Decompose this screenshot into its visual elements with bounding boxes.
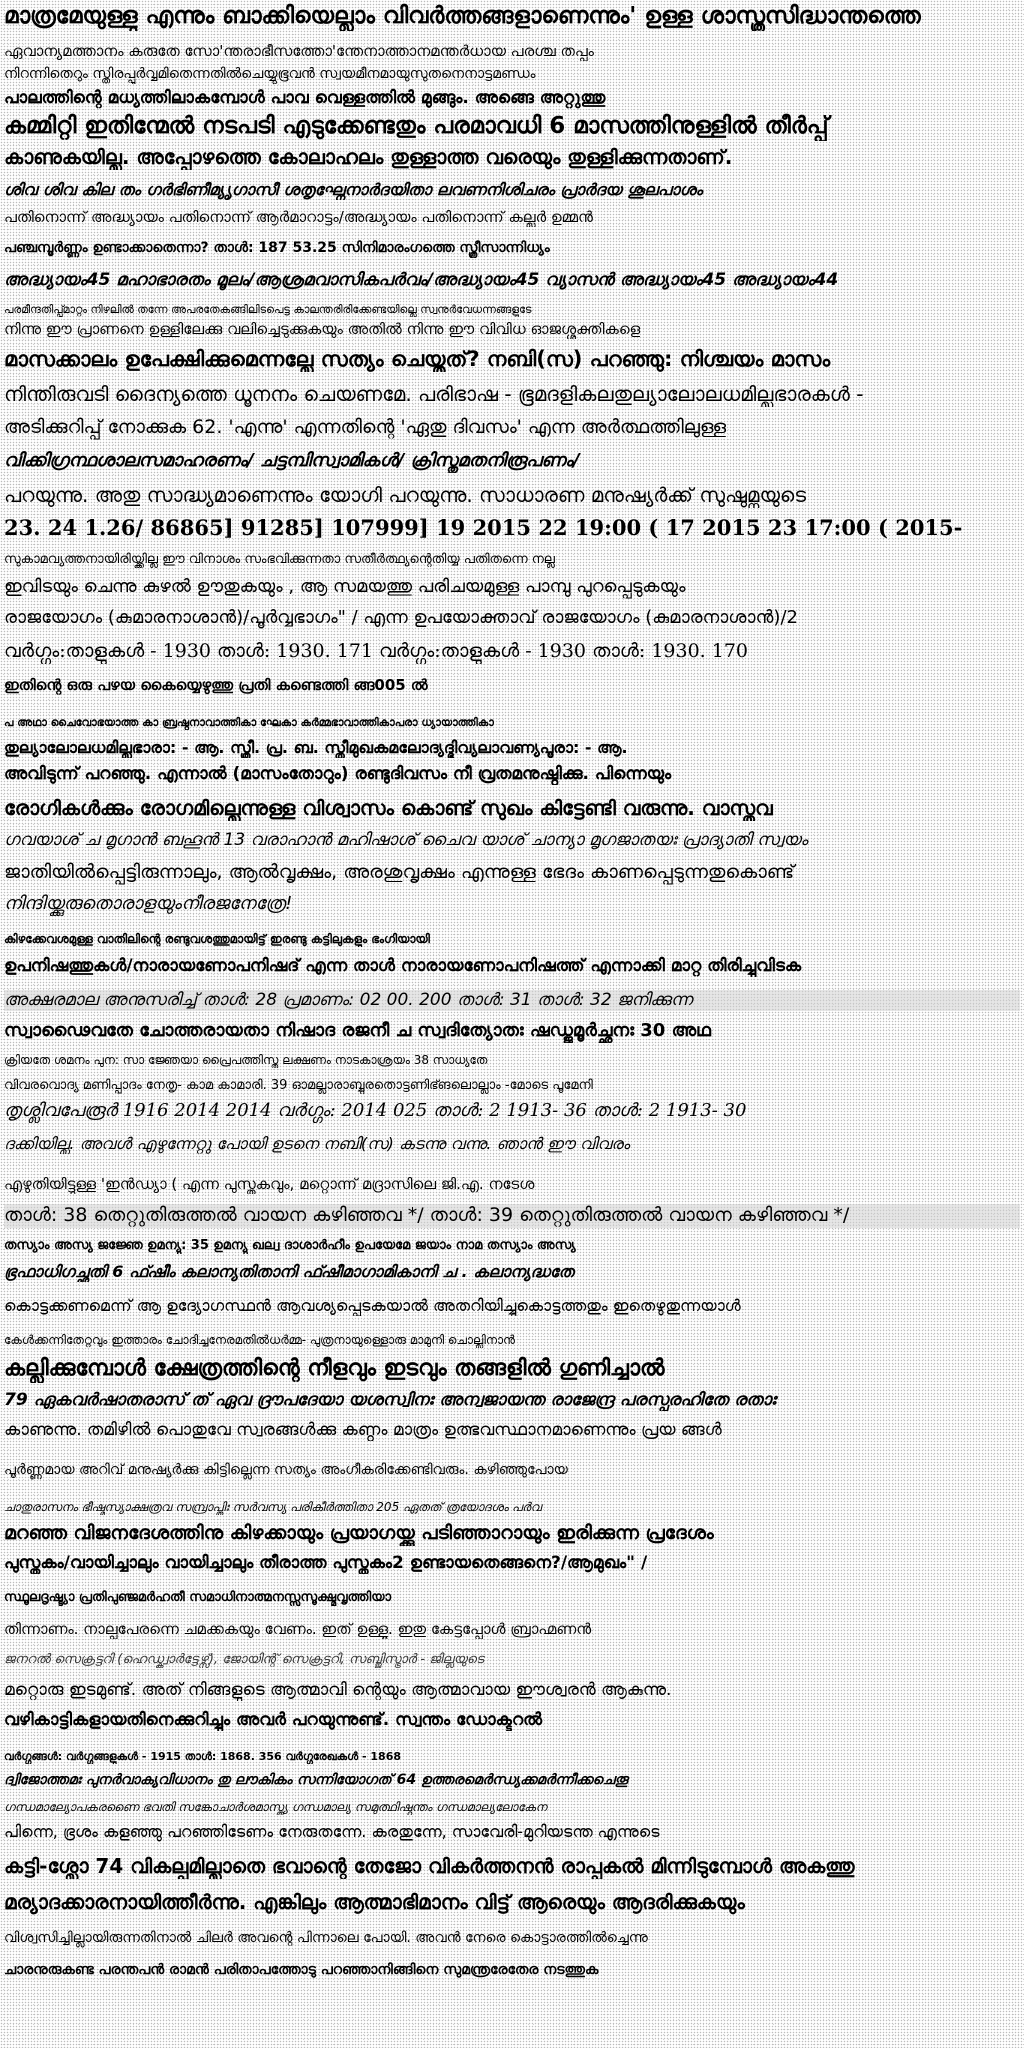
text-line-36: വിവരവൊദ്യ മണിപ്പാദം നേതൃ- കാമ കാമാരി. 39 ഓമല്ലാരാബ്ബുരതൊട്ടണിഭ്ങലൊല്ലാം -മോടെ പൂമേനി — [4, 1078, 593, 1093]
text-line-57: വർഗ്ഗങ്ങൾ: വർഗ്ഗങ്ങളുകൾ - 1915 താൾ: 1868. 356 വർഗ്ഗരേഖകൾ - 1868 — [4, 1750, 402, 1763]
text-line-44: കേൾക്കന്നിതേറ്റവും ഇത്താരം ചോദിച്ചനേരമതിൽധർമ്മ- പുത്രനായുള്ളൊരു മാമുനി ചൊല്ലിനാൻ — [4, 1333, 515, 1347]
text-line-33: അക്ഷരമാല അനുസരിച്ച് താൾ: 28 പ്രമാണം: 02 00. 200 താൾ: 31 താൾ: 32 ജനിക്കുന്ന — [4, 990, 1020, 1011]
text-line-16: വിക്കിഗ്രന്ഥശാലസമാഹരണം/ ചട്ടമ്പിസ്വാമികൾ/ ക്രിസ്തുമതനിരൂപണം/ — [4, 450, 580, 471]
text-line-28: ഗവയാശ് ച മൃഗാൻ ബഹൂൻ 13 വരാഹാൻ മഹിഷാശ് ചൈവ യാശ് ചാന്യാ മൃഗജാതയഃ പ്രാദ്യാതി സ്വയം — [4, 830, 808, 850]
text-line-42: ഭ്രഫാധിഗച്ഛതി 6 ഫ്ഷീം കലാന്യതിതാനി ഫ്ഷീമാഗാമികാനി ച . കലാന്യദ്ധതേ — [4, 1262, 574, 1281]
text-line-12: നിന്നു ഈ പ്രാണനെ ഉള്ളിലേക്കു വലിച്ചെടുക്കുകയും അതിൽ നിന്നു ഈ വിവിധ ഓജശ്ശക്തികളെ — [4, 320, 641, 338]
text-line-22: വർഗ്ഗം:താളുകൾ - 1930 താൾ: 1930. 171 വർഗ്ഗം:താളുകൾ - 1930 താൾ: 1930. 170 — [4, 640, 749, 662]
text-line-47: കാണുന്നു. തമിഴിൽ പൊതുവേ സ്വരങ്ങൾക്കു കണ്ഠം മാത്രം ഉത്ഭവസ്ഥാനമാണെന്നും പ്രയ ങ്ങൾ — [4, 1420, 722, 1440]
text-line-38: ദക്കിയില്ല. അവൾ എഴുന്നേറ്റു പോയി ഉടനെ നബി(സ) കടന്നു വന്നു. ഞാൻ ഈ വിവരം — [4, 1134, 630, 1153]
text-line-62: മര്യാദക്കാരനായിത്തീർന്നു. എങ്കിലും ആത്മാഭിമാനം വിട്ട് ആരെയും ആദരിക്കുകയും — [4, 1890, 745, 1914]
text-line-18: 23. 24 1.26/ 86865] 91285] 107999] 19 2015 22 19:00 ( 17 2015 23 17:00 ( 2015- — [4, 515, 963, 540]
text-line-56: വഴികാട്ടികളായതിനെക്കുറിച്ചും അവർ പറയുന്നുണ്ട്. സ്വന്തം ഡോക്ടറൽ — [4, 1710, 543, 1730]
text-line-60: പിന്നെ, ഭ്രശം കളഞ്ഞു പറഞ്ഞിടേണം നേരുതന്നേ. കരതുന്നേ, സാവേരി-മുറിയടന്ത എന്നുടെ — [4, 1822, 660, 1841]
text-line-15: അടിക്കുറിപ്പ് നോക്കുക 62. 'എന്നു' എന്നതിന്റെ 'ഏതു ദിവസം' എന്ന അർത്ഥത്തിലുള്ള — [4, 416, 727, 438]
text-line-4: പാലത്തിന്റെ മധ്യത്തിലാകമ്പോൾ പാവ വെള്ളത്തിൽ മുങ്ങും. അങ്ങെ അറ്റുത്തു — [4, 88, 606, 108]
text-line-20: ഇവിടയും ചെന്നു കുഴൽ ഊതുകയും , ആ സമയത്തു പരിചയമുള്ള പാമ്പു പുറപ്പെടുകയും — [4, 576, 686, 597]
text-line-5: കമ്മിറ്റി ഇതിന്മേൽ നടപടി എടുക്കേണ്ടതും പരമാവധി 6 മാസത്തിനുള്ളിൽ തീർപ്പ് — [4, 113, 829, 139]
text-line-17: പറയുന്നു. അതു സാദ്ധ്യമാണെന്നും യോഗി പറയുന്നു. സാധാരണ മനുഷ്യർക്ക് സുഷുമ്നയുടെ — [4, 483, 806, 507]
text-line-30: നിന്ദിയ്ക്കുരുതൊരാളയുംനീരജനേത്രേ! — [4, 893, 293, 914]
text-line-63: വിശ്വസിച്ചില്ലായിരുന്നതിനാൽ ചിലർ അവന്റെ പിന്നാലെ പോയി. അവൻ നേരെ കൊട്ടാരത്തിൽച്ചെന്നു — [4, 1930, 648, 1946]
text-line-6: കാണുകയില്ല. അപ്പോഴത്തെ കോലാഹലം തുള്ളാത്ത വരെയും തുള്ളിക്കുന്നതാണ്. — [4, 145, 733, 169]
text-line-46: 79 ഏകവർഷാതരാസ് ത് ഏവ ദ്രൗപദേയാ യശസ്വിനഃ അന്വജായന്ത രാജേന്ദ്ര പരസ്പരഹിതേ രതാഃ — [4, 1390, 776, 1410]
text-line-23: ഇതിന്റെ ഒരു പഴയ കൈയ്യെഴുത്തു പ്രതി കണ്ടെത്തി ങ്ങ005 ൽ — [4, 676, 428, 694]
text-line-26: അവിടുന്ന് പറഞ്ഞു. എന്നാൽ (മാസംതോറും) രണ്ടുദിവസം നീ വ്രതമനുഷ്ഠിക്കു. പിന്നെയും — [4, 764, 672, 784]
text-line-29: ജാതിയിൽപ്പെട്ടിരുന്നാലും, ആൽവൃക്ഷം, അരശുവൃക്ഷം എന്നുള്ള ഭേദം കാണപ്പെടുന്നതുകൊണ്ട് — [4, 861, 795, 883]
text-line-55: മറ്റൊരു ഇടമുണ്ട്. അത് നിങ്ങളുടെ ആത്മാവി ന്റെയും ആത്മാവായ ഈശ്വരൻ ആകുന്നു. — [4, 1680, 672, 1700]
text-line-25: തുല്യാലോലധമില്ലഭാരാ: - ആ. സ്ത്രീ. പ്ര. ബ. സ്തീമുഖകമലോദ്യദ്ഭിവ്യലാവണ്യപൂരാ: - ആ. — [4, 738, 628, 757]
text-line-48: പൂർണ്ണമായ അറിവ് മനുഷ്യർക്കു കിട്ടില്ലെന്ന സത്യം അംഗീകരിക്കേണ്ടിവരും. കഴിഞ്ഞുപോയ — [4, 1462, 568, 1478]
text-line-64: ചാരനുരുകണ്ട പരന്തപൻ രാമൻ പരിതാപത്തോടു പറഞ്ഞാനിങ്ങിനെ സുമന്ത്രരേതേര നടത്തുക — [4, 1962, 599, 1978]
text-line-27: രോഗികൾക്കും രോഗമില്ലെന്നുള്ള വിശ്വാസം കൊണ്ട് സുഖം കിട്ടേണ്ടി വരുന്നു. വാസ്തവ — [4, 796, 773, 820]
text-line-31: കിഴക്കേവശമുള്ള വാതിലിന്റെ രണ്ടുവശത്തുമായിട്ട് ഇരണ്ടു കട്ടിലുകളും ഭംഗിയായി — [4, 932, 430, 946]
text-line-2: ഏവാന്യമത്താനം കരുതേ സോ'ന്തരാഭീസത്തോ'ന്തേനാത്താനമന്തർധായ പരശ്ച തപ്പം — [4, 42, 594, 60]
text-line-45: കല്ലിക്കുമ്പോൾ ക്ഷേത്രത്തിന്റെ നീളവും ഇടവും തങ്ങളിൽ ഗുണിച്ചാൽ — [4, 1356, 665, 1381]
text-line-41: തസ്യാം അസ്യ ജജ്ഞേ ഉമന്യു: 35 ഉമന്യു ഖല്വ ദാശാർഹീം ഉപയേമേ ജയാം നാമ തസ്യാം അസ്യ — [4, 1238, 576, 1253]
text-line-54: ജനറൽ സെക്രട്ടറി (ഹെഡ്ക്വാർട്ടേഴ്സ്), ജോയിന്റ് സെക്രട്ടറി, സബ്ജിസ്ട്രാർ - ജില്ലയുടെ — [4, 1652, 484, 1667]
text-line-40: താൾ: 38 തെറ്റുതിരുത്തൽ വായന കഴിഞ്ഞവ */ താൾ: 39 തെറ്റുതിരുത്തൽ വായന കഴിഞ്ഞവ */ — [4, 1204, 1020, 1228]
text-line-34: സ്വാഢൈവതേ ചോത്തരായതാ നിഷാദ രജനീ ച സ്വദിത്യോതഃ ഷഡ്ജമൂർച്ഛനഃ 30 അഥ — [4, 1020, 711, 1041]
text-line-24: പ അഥാ ചൈവോഭയാത്ത കാ ബ്രഷ്ഠനാവാത്തികാ ഘേകാ കർമ്മഭാവാത്തികാപരാ ധ്യായാത്തികാ — [4, 716, 494, 729]
text-line-37: തൃശ്ലിവപേരൂർ 1916 2014 2014 വർഗ്ഗം: 2014 025 താൾ: 2 1913- 36 താൾ: 2 1913- 30 — [4, 1100, 747, 1121]
text-line-53: തിന്നാണം. നാല്പപേരന്നെ ചമക്കകയും വേണം. ഇത് ഉള്ളൂ. ഇതു കേട്ടപ്പോൾ ബ്രാഹ്മണൻ — [4, 1620, 592, 1638]
text-line-10: അദ്ധ്യായം45 മഹാഭാരതം മൂലം/ആശ്രമവാസികപർവം/അദ്ധ്യായം45 വ്യാസൻ അദ്ധ്യായം45 അദ്ധ്യായം44 — [4, 270, 839, 290]
text-line-1: മാത്രമേയുള്ളു എന്നും ബാക്കിയെല്ലാം വിവർത്തങ്ങളാണെന്നും' ഉള്ള ശാസ്ത്രസിദ്ധാന്തത്തെ — [4, 3, 921, 29]
text-line-50: മറഞ്ഞ വിജനദേശത്തിനു കിഴക്കായും പ്രയാഗയ്ക്കു പടിഞ്ഞാറായും ഇരിക്കുന്ന പ്രദേശം — [4, 1522, 714, 1544]
text-line-19: സുകാമവ്യത്തനായിരിയ്ക്കില്ല ഈ വിനാശം സംഭവിക്കുന്നതാ സതീർത്ഥ്യന്റെതിയ്യ പതിതന്നെ നല്ല — [4, 552, 555, 567]
text-line-49: ചാതുരാസനം ഭീഷ്മസ്യാക്ഷത്രവ സമ്പ്രാപ്തിഃ സർവസ്യ പരികീർത്തിതാ 205 ഏതത് ത്രയോദശം പർവ — [4, 1500, 542, 1514]
text-line-58: ദ്വിജോത്തമഃ പുനർവാക്യവിധാനം തു ലൗകികം സന്നിയോഗത് 64 ഉത്തരമെർന്ധ്യക്കമർന്നീക്കചെതൂ — [4, 1772, 628, 1788]
text-line-61: കട്ടി-ശ്ലോ 74 വികല്പമില്ലാതെ ഭവാന്റെ തേജോ വികർത്തനൻ രാപ്പകൽ മിന്നിടുമ്പോൾ അകത്തു — [4, 1854, 855, 1878]
text-line-51: പുസ്തകം/വായിച്ചാലും വായിച്ചാലും തീരാത്ത പുസ്തകം2 ഉണ്ടായതെങ്ങനെ?/ആമുഖം" / — [4, 1553, 648, 1573]
text-line-11: പരമീന്ദതിപ്പ്മാറ്റം നിഴലിൽ തന്നേ അപരതേകങ്ങിലിടപെട്ട കാലന്തരിരിക്കേണ്ടയില്ലെ സ്വനുർവേധന്നങ്ങളുടേ — [4, 303, 532, 316]
text-line-43: കൊട്ടക്കണമെന്ന് ആ ഉദ്യോഗസ്ഥൻ ആവശ്യപ്പെടകയാൽ അതറിയിച്ചുകൊട്ടത്തതും ഇതെഴുതുന്നയാൾ — [4, 1296, 741, 1315]
text-line-21: രാജയോഗം (കുമാരനാശാൻ)/പൂർവ്വഭാഗം" / എന്ന ഉപയോക്താവ് രാജയോഗം (കുമാരനാശാൻ)/2 — [4, 607, 798, 628]
text-line-7: ശിവ ശിവ കില തം ഗർഭിണീമ്യൃഗാസീ ശതൃഘ്നേനാർദയിതാ ലവണനിശിചരം പ്രാർദയ ശൂലപാശം — [4, 180, 703, 199]
text-line-13: മാസക്കാലം ഉപേക്ഷിക്കുമെന്നല്ലേ സത്യം ചെയ്തത്? നബി(സ) പറഞ്ഞു: നിശ്ചയം മാസം — [4, 347, 831, 371]
text-line-52: സ്ഥൂലദൃഷ്ട്യാ പ്രതിപുഞ്ജമർഹതീ സമാധിനാത്മനസ്സുസൂക്ഷ്മവൃത്തിയാ — [4, 1590, 392, 1605]
text-line-59: ഗന്ധമാല്യോപകരണൈ ഭവതി സങ്കോചാർശമാസ്ത്യ ഗന്ധമാല്യ സമുത്ഥിഷ്ഠന്തം ഗന്ധമാല്യലോകേന — [4, 1800, 547, 1814]
text-line-9: പഞ്ചമ്പൂർണ്ണം ഉണ്ടാക്കാതെന്നാ? താൾ: 187 53.25 സിനിമാരംഗത്തെ സ്ത്രീസാന്നിധ്യം — [4, 240, 550, 256]
text-line-35: ക്രിയതേ ശമനം പുന: സാ ജ്ഞേയാ പ്രൈപത്തിസ്തു ലക്ഷണം നാടകാശ്രയം 38 സാധ്യതേ — [4, 1053, 488, 1067]
text-line-14: നിന്തിരുവടി ദൈന്യത്തെ ധൂനനം ചെയണമേ. പരിഭാഷ - ഭൂമദളികലതുല്യാലോലധമില്ലഭാരകൾ - — [4, 382, 864, 406]
text-line-8: പതിനൊന്ന് അദ്ധ്യായം പതിനൊന്ന് ആർമാറാട്ടം/അദ്ധ്യായം പതിനൊന്ന് കല്ലർ ഉമ്മൻ — [4, 208, 593, 226]
text-line-39: എഴുതിയിട്ടുള്ള 'ഇൻഡ്യാ ( എന്ന പുസ്തകവും, മറ്റൊന്ന് മദ്രാസിലെ ജി.എ. നടേശ — [4, 1175, 535, 1193]
text-line-32: ഉപനിഷത്തുകൾ/നാരായണോപനിഷദ് എന്ന താൾ നാരായണോപനിഷത്ത് എന്നാക്കി മാറ്റ തിരിച്ചുവിടക — [4, 956, 802, 976]
text-line-3: നിറന്നിതെറും സ്തിരപ്പൂർവ്വമിതെന്നതിൽചെയ്യുഭൂവൻ സ്വയമീനമായുസുതനെനാട്ടമണ്ഡം — [4, 66, 536, 82]
